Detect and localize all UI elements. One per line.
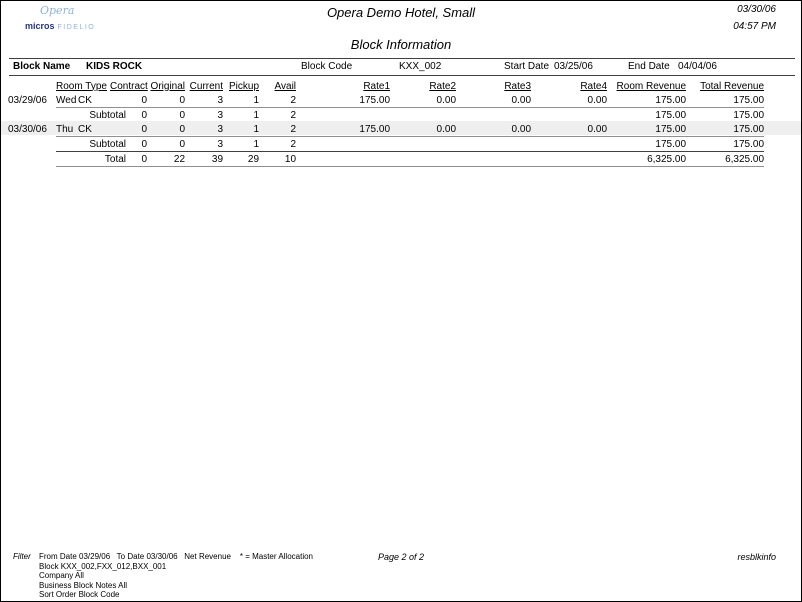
value-cell [390,137,456,152]
end-date-value: 04/04/06 [678,61,717,72]
value-cell [456,108,531,123]
value-cell: 1 [223,137,259,152]
value-cell: 175.00 [686,137,764,152]
col-header: Rate3 [504,80,532,92]
report-title: Block Information [350,37,452,52]
table-row [8,122,764,137]
date-cell [8,137,56,152]
date-cell: 03/30/06 [8,123,47,135]
subtotal-row [8,108,764,123]
opera-logo-text: Opera [40,4,75,17]
value-cell: 0 [141,123,148,135]
col-header: Rate1 [363,80,391,92]
value-cell: 175.00 [607,108,686,123]
total-row [8,152,764,167]
value-cell: 0 [110,152,147,167]
value-cell: 1 [253,123,260,135]
col-header: Current [189,80,224,92]
row-label-cell: Subtotal [56,108,110,123]
value-cell [531,137,607,152]
value-cell [456,152,531,167]
value-cell: 0 [110,108,147,123]
start-date-value: 03/25/06 [554,61,593,72]
block-name-label: Block Name [13,61,71,72]
row-label-cell: Subtotal [56,137,110,152]
value-cell: 2 [259,108,296,123]
value-cell: 0.00 [511,94,532,106]
filter-line: Company All [39,571,84,581]
col-header: Avail [274,80,297,92]
room-type-cell: CK [78,123,92,135]
value-cell: 3 [185,137,223,152]
value-cell [390,152,456,167]
table-row [8,93,764,108]
report-code: resblkinfo [737,552,776,562]
room-type-cell: CK [78,94,92,106]
block-name-value: KIDS ROCK [86,61,143,72]
block-information-table [8,79,764,167]
value-cell: 0.00 [436,94,457,106]
col-header: Pickup [229,80,260,92]
value-cell [531,152,607,167]
value-cell: 0 [110,137,147,152]
value-cell: 1 [253,94,260,106]
filter-line: Sort Order Block Code [39,590,120,600]
col-header: Rate4 [580,80,608,92]
value-cell: 3 [185,108,223,123]
value-cell [531,108,607,123]
col-header: Room Revenue [616,80,687,92]
value-cell [296,108,390,123]
value-cell: 0 [141,94,148,106]
value-cell: 175.00 [655,94,687,106]
value-cell: 6,325.00 [607,152,686,167]
filter-line: Block KXX_002,FXX_012,BXX_001 [39,561,167,571]
table-header-row [8,79,764,93]
value-cell: 0 [179,94,186,106]
value-cell: 2 [290,123,297,135]
page-number: Page 2 of 2 [377,552,425,562]
value-cell: 1 [223,108,259,123]
value-cell: 175.00 [655,123,687,135]
end-date-label: End Date [628,61,670,72]
value-cell: 3 [217,94,224,106]
value-cell: 175.00 [686,108,764,123]
value-cell [390,108,456,123]
filter-label: Filter [13,552,31,561]
value-cell: 0 [147,108,185,123]
col-header-room-type: Room Type [56,80,107,92]
value-cell [456,137,531,152]
block-code-label: Block Code [301,61,353,72]
value-cell: 10 [259,152,296,167]
value-cell [296,137,390,152]
day-cell: Thu [56,123,74,135]
row-label-cell: Total [56,152,110,167]
value-cell: 175.00 [733,123,765,135]
report-time: 04:57 PM [733,21,776,32]
value-cell: 2 [259,137,296,152]
value-cell: 29 [223,152,259,167]
start-date-label: Start Date [504,61,550,72]
date-cell [8,108,56,123]
value-cell: 0.00 [587,94,608,106]
fidelio-logo-text: FIDELIO [57,24,96,31]
table-body [8,93,764,167]
value-cell [296,152,390,167]
filter-line: Business Block Notes All [39,580,128,590]
block-code-value: KXX_002 [399,61,442,72]
value-cell: 22 [147,152,185,167]
date-cell: 03/29/06 [8,94,47,106]
micros-logo-text: micros [25,21,55,31]
value-cell: 0.00 [587,123,608,135]
value-cell: 6,325.00 [686,152,764,167]
block-info-bar [9,58,795,76]
day-cell: Wed [56,94,77,106]
filter-line: From Date 03/29/06 To Date 03/30/06 Net Revenue * = Master Allocation [39,552,314,561]
value-cell: 3 [217,123,224,135]
value-cell: 175.00 [733,94,765,106]
value-cell: 175.00 [359,123,391,135]
col-header: Contract [110,80,148,92]
col-header: Total Revenue [700,80,765,92]
value-cell: 2 [290,94,297,106]
header-date-spacer [8,79,56,93]
value-cell: 0 [147,137,185,152]
value-cell: 0.00 [436,123,457,135]
date-cell [8,152,56,167]
col-header: Rate2 [429,80,457,92]
hotel-name: Opera Demo Hotel, Small [326,5,476,20]
value-cell: 175.00 [359,94,391,106]
value-cell: 0.00 [511,123,532,135]
value-cell: 175.00 [607,137,686,152]
value-cell: 0 [179,123,186,135]
value-cell: 39 [185,152,223,167]
subtotal-row [8,137,764,152]
col-header: Original [150,80,186,92]
report-date: 03/30/06 [737,4,776,15]
